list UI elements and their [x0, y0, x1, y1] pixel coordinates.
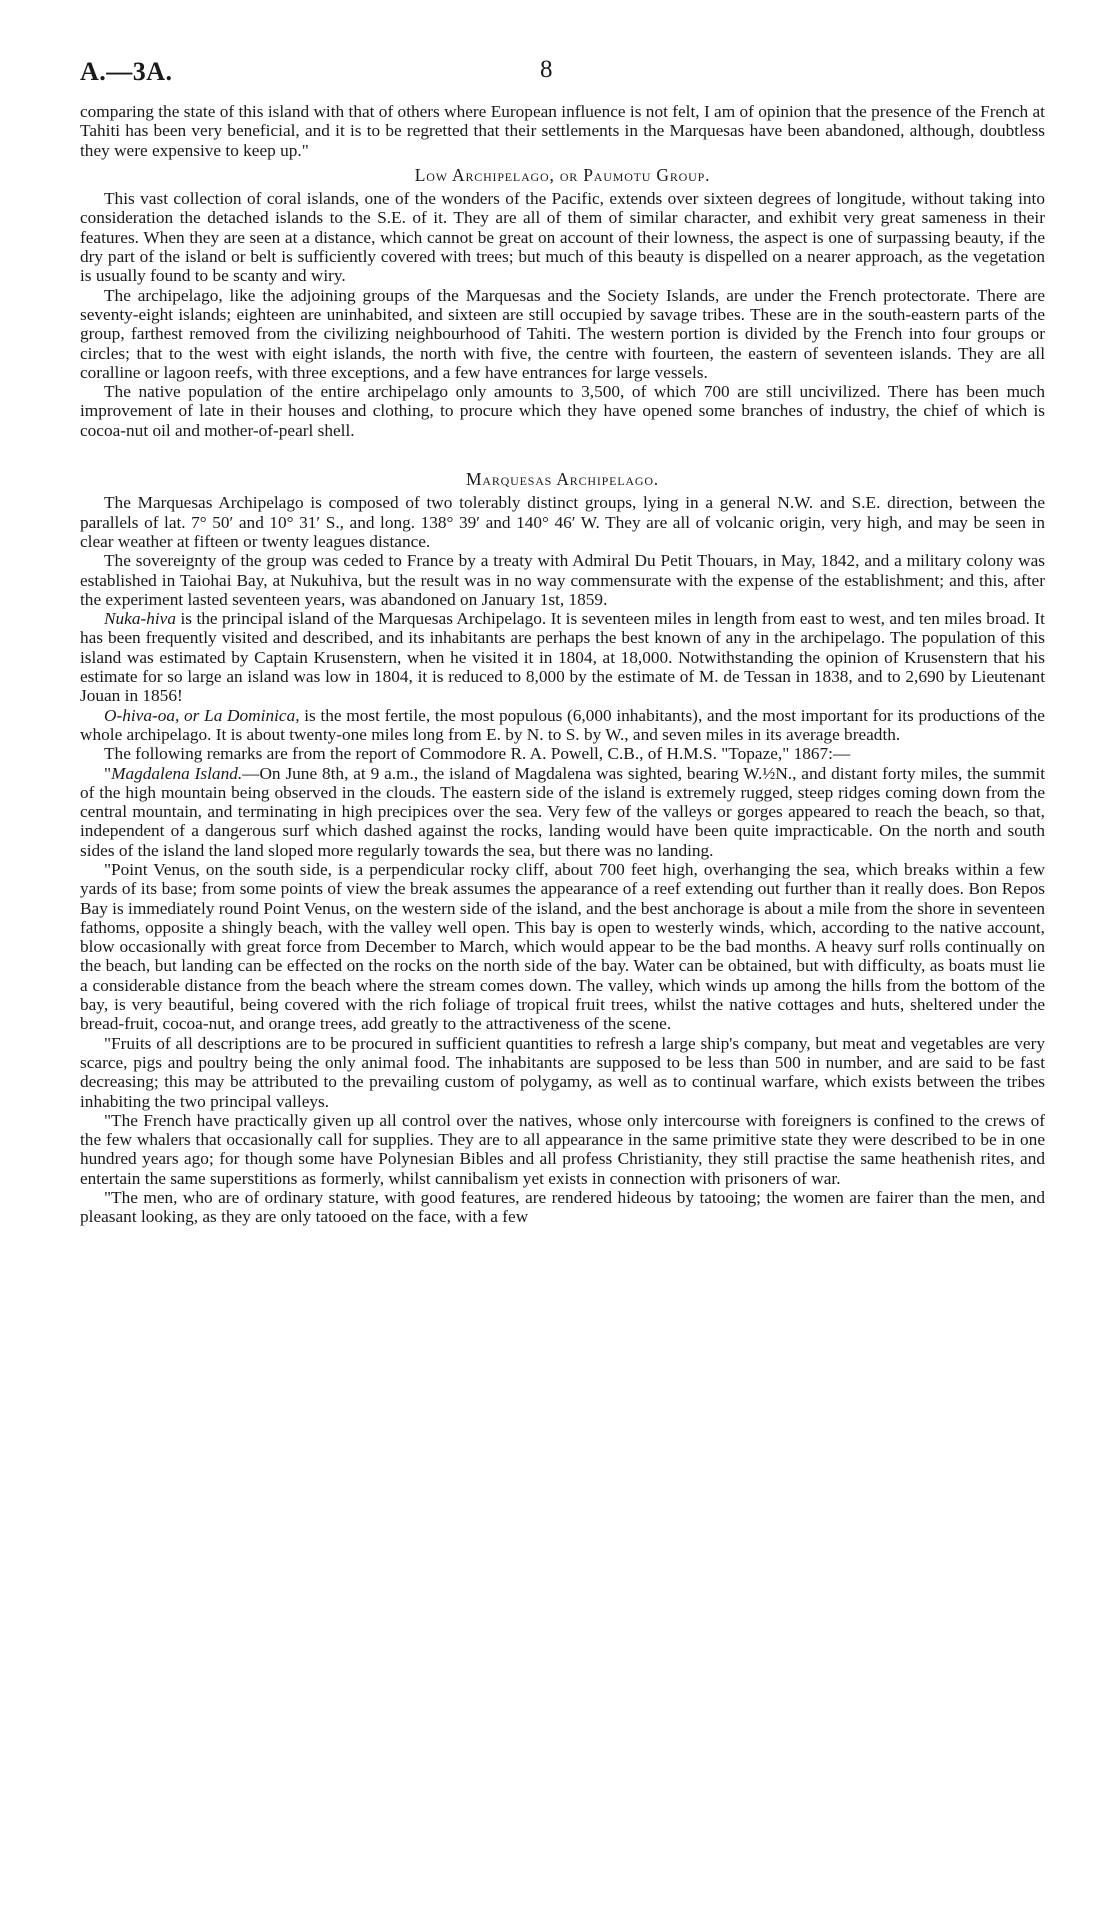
open-quote: ": [104, 763, 112, 783]
paragraph-text: is the principal island of the Marquesas Archipelago. It is seventeen miles in length from east to west, and ten miles broad. It has been frequently visited and described, and its inhabitants are perhaps the best known of any in the archipelago. The population of this island was estimated by Captain Krusenstern, when he visited it in 1804, at 18,000. Notwithstanding the opinion of Krusenstern that his estimate for so large an island was low in 1804, it is reduced to 8,000 by the estimate of M. de Tessan in 1838, and to 2,690 by Lieutenant Jouan in 1856!: [80, 609, 1045, 706]
paragraph-ohiva-oa: [80, 706, 1045, 745]
intro-paragraph: comparing the state of this island with that of others where European influence is not felt, I am of opinion that the presence of the French at Tahiti has been very beneficial, and it is to be regretted that their settlements in the Marquesas have been abandoned, although, doubtless they were expensive to keep up.": [80, 102, 1045, 160]
paragraph: "Fruits of all descriptions are to be procured in sufficient quantities to refresh a large ship's company, but meat and vegetables are very scarce, pigs and poultry being the only animal food. The inhabitants are supposed to be less than 500 in number, and are said to be fast decreasing; this may be attributed to the prevailing custom of polygamy, as well as to continual warfare, which exists between the tribes inhabiting the two principal valleys.: [80, 1033, 1045, 1111]
document-page: [80, 56, 1045, 1227]
page-header: [80, 56, 1045, 102]
document-reference: A.—3A.: [80, 57, 173, 86]
paragraph: "The men, who are of ordinary stature, with good features, are rendered hideous by tatooing; the women are fairer than the men, and pleasant looking, as they are only tatooed on the face, with a few: [80, 1188, 1045, 1227]
paragraph: The sovereignty of the group was ceded to France by a treaty with Admiral Du Petit Thouars, in May, 1842, and a military colony was established in Taiohai Bay, at Nukuhiva, but the result was in no way commensurate with the expense of the establishment; and this, after the experiment lasted seventeen years, was abandoned on January 1st, 1859.: [80, 551, 1045, 609]
paragraph: This vast collection of coral islands, one of the wonders of the Pacific, extends over sixteen degrees of longitude, without taking into consideration the detached islands to the S.E. of it. They are all of them of similar character, and exhibit very great sameness in their features. When they are seen at a distance, which cannot be great on account of their lowness, the aspect is one of surpassing beauty, if the dry part of the island or belt is sufficiently covered with trees; but much of this beauty is dispelled on a nearer approach, as the vegetation is usually found to be scanty and wiry.: [80, 189, 1045, 286]
paragraph-text: —On June 8th, at 9 a.m., the island of Magdalena was sighted, bearing W.½N., and distant forty miles, the summit of the high mountain being observed in the clouds. The eastern side of the island is extremely rugged, steep ridges coming down from the central mountain, and terminating in high precipices over the sea. Very few of the valleys or gorges appeared to reach the beach, so that, independent of a dangerous surf which dashed against the rocks, landing would have been quite impracticable. On the north and south sides of the island the land sloped more regularly towards the sea, but there was no landing.: [80, 763, 1045, 860]
paragraph: The native population of the entire archipelago only amounts to 3,500, of which 700 are still uncivilized. There has been much improvement of late in their houses and clothing, to procure which they have opened some branches of industry, the chief of which is cocoa-nut oil and mother-of-pearl shell.: [80, 382, 1045, 440]
paragraph-magdalena: [80, 764, 1045, 860]
paragraph-nuka-hiva: [80, 609, 1045, 705]
island-name: Nuka-hiva: [104, 609, 176, 629]
paragraph: "The French have practically given up all control over the natives, whose only intercourse with foreigners is confined to the crews of the few whalers that occasionally call for supplies. They are to all appearance in the same primitive state they were described to be in one hundred years ago; for though some have Polynesian Bibles and all profess Christianity, they still practise the same heathenish rites, and entertain the same superstitions as formerly, whilst cannibalism yet exists in connection with prisoners of war.: [80, 1110, 1045, 1188]
island-name: Magdalena Island.: [111, 763, 243, 783]
paragraph: The Marquesas Archipelago is composed of two tolerably distinct groups, lying in a general N.W. and S.E. direction, between the parallels of lat. 7° 50′ and 10° 31′ S., and long. 138° 39′ and 140° 46′ W. They are all of volcanic origin, very high, and may be seen in clear weather at fifteen or twenty leagues distance.: [80, 493, 1045, 551]
paragraph: The archipelago, like the adjoining groups of the Marquesas and the Society Islands, are under the French protectorate. There are seventy-eight islands; eighteen are uninhabited, and sixteen are still occupied by savage tribes. These are in the south-eastern parts of the group, farthest removed from the civilizing neighbourhood of Tahiti. The western portion is divided by the French into four groups or circles; that to the west with eight islands, the north with five, the centre with fourteen, the eastern of seventeen islands. They are all coralline or lagoon reefs, with three exceptions, and a few have entrances for large vessels.: [80, 285, 1045, 382]
section-heading-marquesas: Marquesas Archipelago.: [466, 469, 659, 490]
paragraph: The following remarks are from the report of Commodore R. A. Powell, C.B., of H.M.S. "Topaze," 1867:—: [104, 744, 851, 764]
section-heading-low-archipelago: Low Archipelago, or Paumotu Group.: [414, 164, 711, 185]
page-number: 8: [540, 56, 553, 83]
paragraph-text: is the most fertile, the most populous (6,000 inhabitants), and the most important for its productions of the whole archipelago. It is about twenty-one miles long from E. by N. to S. by W., and seven miles in its average breadth.: [80, 705, 1045, 744]
island-name: O-hiva-oa, or La Dominica,: [104, 705, 300, 725]
paragraph: "Point Venus, on the south side, is a perpendicular rocky cliff, about 700 feet high, overhanging the sea, which breaks within a few yards of its base; from some points of view the break assumes the appearance of a reef extending out further than it really does. Bon Repos Bay is immediately round Point Venus, on the western side of the island, and the best anchorage is about a mile from the shore in seventeen fathoms, opposite a shingly beach, with the valley well open. This bay is open to westerly winds, which, according to the native account, blow occasionally with great force from December to March, which would appear to be the bad months. A heavy surf rolls continually on the beach, but landing can be effected on the rocks on the north side of the bay. Water can be obtained, but with difficulty, as boats must lie a considerable distance from the beach where the stream comes down. The valley, which winds up among the hills from the bottom of the bay, is very beautiful, being covered with the rich foliage of tropical fruit trees, whilst the native cottages and huts, sheltered under the bread-fruit, cocoa-nut, and orange trees, add greatly to the attractiveness of the scene.: [80, 859, 1045, 1034]
